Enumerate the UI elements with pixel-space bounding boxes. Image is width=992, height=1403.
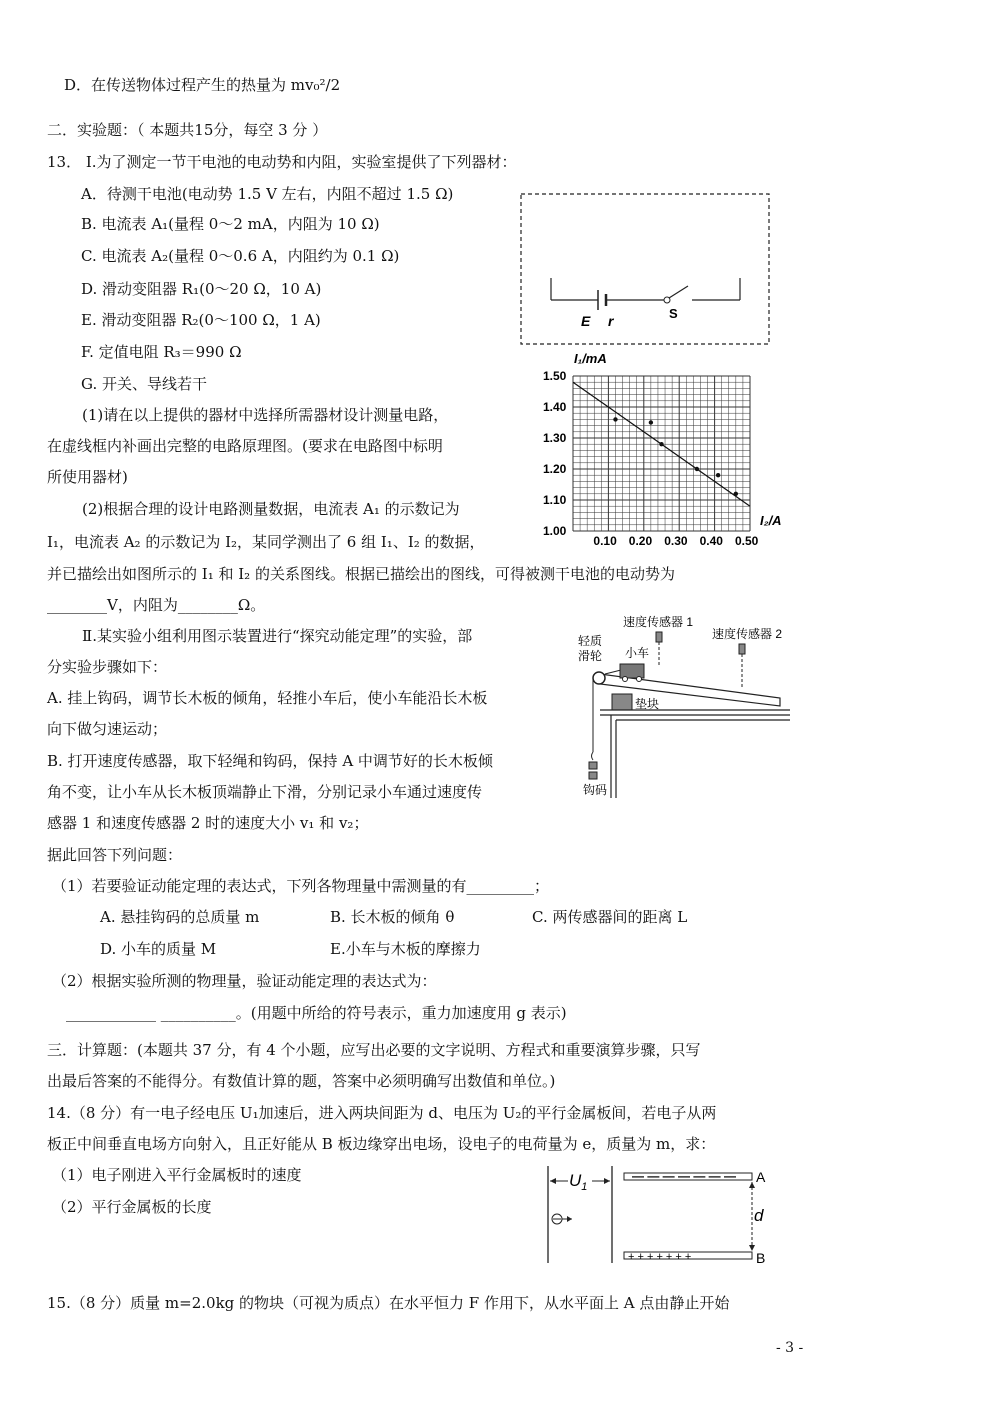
q13-2-intro-line2: 分实验步骤如下：	[47, 658, 168, 676]
subq-1: （1）若要验证动能定理的表达式，下列各物理量中需测量的有_________；	[52, 877, 550, 895]
i1-i2-chart	[530, 348, 792, 552]
plate-a-label: A	[756, 1169, 766, 1185]
section-3-line2: 出最后答案的不能得分。有数值计算的题，答案中必须明确写出数值和单位。)	[47, 1072, 556, 1090]
x-tick-label: 0.40	[699, 534, 723, 548]
q13-part2-line3: 并已描绘出如图所示的 I₁ 和 I₂ 的关系图线。根据已描绘出的图线，可得被测干电池的电动势为	[47, 565, 675, 583]
step-b-line3: 感器 1 和速度传感器 2 时的速度大小 v₁ 和 v₂；	[47, 814, 369, 832]
item-g: G. 开关、导线若干	[81, 375, 207, 393]
q13-intro: 13． Ⅰ.为了测定一节干电池的电动势和内阻，实验室提供了下列器材：	[47, 153, 517, 171]
y-tick-label: 1.10	[543, 493, 567, 507]
circuit-diagram	[518, 190, 774, 348]
q13-part1-line1: (1)请在以上提供的器材中选择所需器材设计测量电路，	[82, 406, 449, 424]
choice-b: B. 长木板的倾角 θ	[330, 908, 455, 926]
y-axis-label: I₁/mA	[574, 351, 607, 366]
q13-part1-line3: 所使用器材)	[47, 468, 128, 486]
item-a: A．待测干电池(电动势 1.5 V 左右，内阻不超过 1.5 Ω)	[81, 185, 454, 203]
step-a-line2: 向下做匀速运动；	[47, 720, 168, 738]
data-point	[695, 467, 699, 471]
answer-prompt: 据此回答下列问题：	[47, 846, 183, 864]
y-tick-label: 1.00	[543, 524, 567, 538]
parallel-plates-diagram	[540, 1163, 780, 1273]
y-tick-label: 1.20	[543, 462, 567, 476]
sensor2-label: 速度传感器 2	[712, 627, 783, 641]
x-tick-label: 0.20	[628, 534, 653, 548]
data-point	[613, 417, 617, 421]
q13-2-intro-line1: Ⅱ.某实验小组利用图示装置进行“探究动能定理”的实验，部	[82, 627, 473, 645]
pulley-icon	[593, 672, 605, 684]
q14-line1: 14.（8 分）有一电子经电压 U₁加速后，进入两块间距为 d、电压为 U₂的平行金属板间，若电子从两	[47, 1104, 717, 1122]
section-3-line1: 三．计算题：(本题共 37 分，有 4 个小题，应写出必要的文字说明、方程式和重要演算步骤，只写	[47, 1041, 701, 1059]
weight-icon-1	[589, 762, 597, 769]
option-d: D．在传送物体过程产生的热量为 mv₀²/2	[64, 76, 341, 94]
item-d: D. 滑动变阻器 R₁(0～20 Ω，10 A)	[81, 280, 322, 298]
svg-text:+ + + + + + +: + + + + + + +	[628, 1251, 692, 1263]
q13-part2-line2: I₁，电流表 A₂ 的示数记为 I₂，某同学测出了 6 组 I₁、I₂ 的数据，	[47, 533, 485, 551]
svg-text:— — — — — — —: — — — — — — —	[632, 1169, 737, 1183]
label-e: E	[581, 313, 591, 329]
step-b-line1: B. 打开速度传感器，取下轻绳和钩码，保持 A 中调节好的长木板倾	[47, 752, 493, 770]
sensor1-icon	[656, 632, 662, 642]
sensor1-label: 速度传感器 1	[623, 615, 694, 629]
plate-b-label: B	[756, 1250, 766, 1266]
label-r: r	[608, 313, 614, 329]
item-b: B. 电流表 A₁(量程 0～2 mA，内阻为 10 Ω)	[81, 215, 380, 233]
q13-answer-blanks: ________V，内阻为________Ω。	[47, 596, 266, 614]
pulley-label-1: 轻质	[578, 634, 603, 648]
data-point	[716, 473, 720, 477]
choice-e: E.小车与木板的摩擦力	[330, 940, 481, 958]
choice-a: A. 悬挂钩码的总质量 m	[100, 908, 260, 926]
y-tick-label: 1.50	[543, 369, 567, 383]
dynamics-apparatus	[575, 612, 795, 802]
data-point	[649, 420, 653, 424]
label-s: S	[669, 306, 678, 321]
sensor2-icon	[739, 644, 745, 654]
x-axis-label: I₂/A	[760, 513, 782, 528]
page-number: - 3 -	[776, 1340, 804, 1356]
step-a-line1: A. 挂上钩码，调节长木板的倾角，轻推小车后，使小车能沿长木板	[47, 689, 488, 707]
q14-sub2: （2）平行金属板的长度	[52, 1198, 212, 1216]
subq-2-answer: ____________ __________。(用题中所给的符号表示，重力加速度用 g 表示)	[66, 1004, 567, 1022]
block-label: 垫块	[635, 697, 660, 711]
weight-icon-2	[589, 772, 597, 779]
x-tick-label: 0.30	[664, 534, 688, 548]
item-c: C. 电流表 A₂(量程 0～0.6 A，内阻约为 0.1 Ω)	[81, 247, 400, 265]
pulley-label-2: 滑轮	[578, 649, 603, 663]
data-point	[659, 442, 663, 446]
item-e: E. 滑动变阻器 R₂(0～100 Ω，1 A)	[81, 311, 321, 329]
switch-lever	[669, 286, 688, 298]
x-tick-label: 0.50	[735, 534, 759, 548]
subq-2: （2）根据实验所测的物理量，验证动能定理的表达式为：	[52, 972, 437, 990]
y-tick-label: 1.30	[543, 431, 567, 445]
cart-label: 小车	[625, 646, 650, 660]
section-2-heading: 二．实验题：（ 本题共15分，每空 3 分 ）	[47, 121, 328, 139]
x-tick-label: 0.10	[593, 534, 617, 548]
q13-part2-line1: (2)根据合理的设计电路测量数据，电流表 A₁ 的示数记为	[82, 500, 460, 518]
wedge-block-icon	[612, 694, 632, 710]
q15-line1: 15.（8 分）质量 m=2.0kg 的物块（可视为质点）在水平恒力 F 作用下，从水平面上 A 点由静止开始	[47, 1294, 730, 1312]
choice-c: C. 两传感器间的距离 L	[532, 908, 688, 926]
cart-icon	[620, 664, 644, 678]
item-f: F. 定值电阻 R₃＝990 Ω	[81, 343, 242, 361]
y-tick-label: 1.40	[543, 400, 567, 414]
weight-label: 钩码	[583, 783, 608, 797]
u1-label: $U_1$	[569, 1171, 588, 1193]
d-label: d	[754, 1206, 764, 1225]
q14-line2: 板正中间垂直电场方向射入，且正好能从 B 板边缘穿出电场，设电子的电荷量为 e，质量为 m，求：	[47, 1135, 716, 1153]
choice-d: D. 小车的质量 M	[100, 940, 217, 958]
q14-sub1: （1）电子刚进入平行金属板时的速度	[52, 1166, 302, 1184]
q13-part1-line2: 在虚线框内补画出完整的电路原理图。(要求在电路图中标明	[47, 437, 443, 455]
data-point	[734, 492, 738, 496]
step-b-line2: 角不变，让小车从长木板顶端静止下滑，分别记录小车通过速度传	[47, 783, 483, 801]
